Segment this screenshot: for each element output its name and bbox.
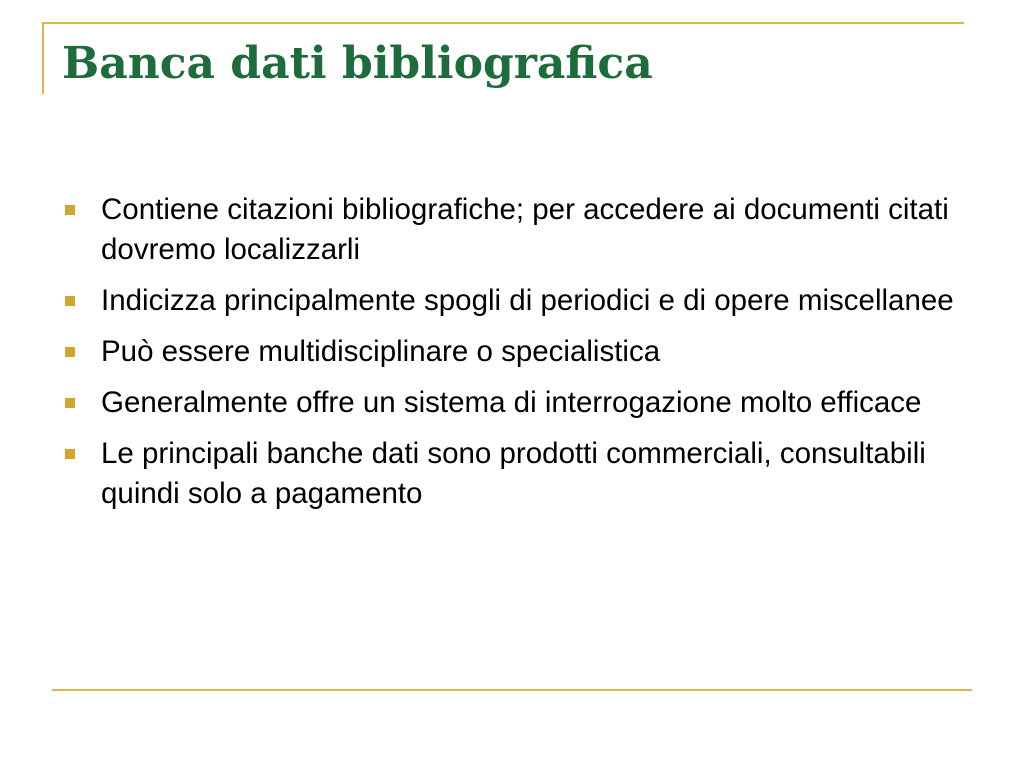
bullet-text: Generalmente offre un sistema di interrogazione molto efficace	[101, 386, 922, 419]
square-bullet-icon	[65, 449, 75, 459]
bullet-item	[62, 281, 962, 321]
square-bullet-icon	[65, 205, 75, 215]
square-bullet-icon	[65, 347, 75, 357]
slide-title: Banca dati bibliografica	[62, 38, 653, 89]
bullet-item	[62, 434, 962, 514]
bullet-item	[62, 332, 962, 372]
square-bullet-icon	[65, 398, 75, 408]
bullet-text: Indicizza principalmente spogli di periodici e di opere miscellanee	[101, 284, 954, 317]
bullet-text: Le principali banche dati sono prodotti commerciali, consultabili quindi solo a pagamento	[101, 437, 926, 510]
left-accent-rule	[42, 22, 44, 94]
bullet-list	[62, 190, 962, 525]
bullet-item	[62, 190, 962, 270]
square-bullet-icon	[65, 296, 75, 306]
bullet-text: Contiene citazioni bibliografiche; per accedere ai documenti citati dovremo localizzarli	[101, 193, 949, 266]
top-accent-rule	[42, 22, 964, 24]
bullet-item	[62, 383, 962, 423]
bottom-accent-rule	[52, 689, 972, 691]
bullet-text: Può essere multidisciplinare o specialistica	[101, 335, 661, 368]
